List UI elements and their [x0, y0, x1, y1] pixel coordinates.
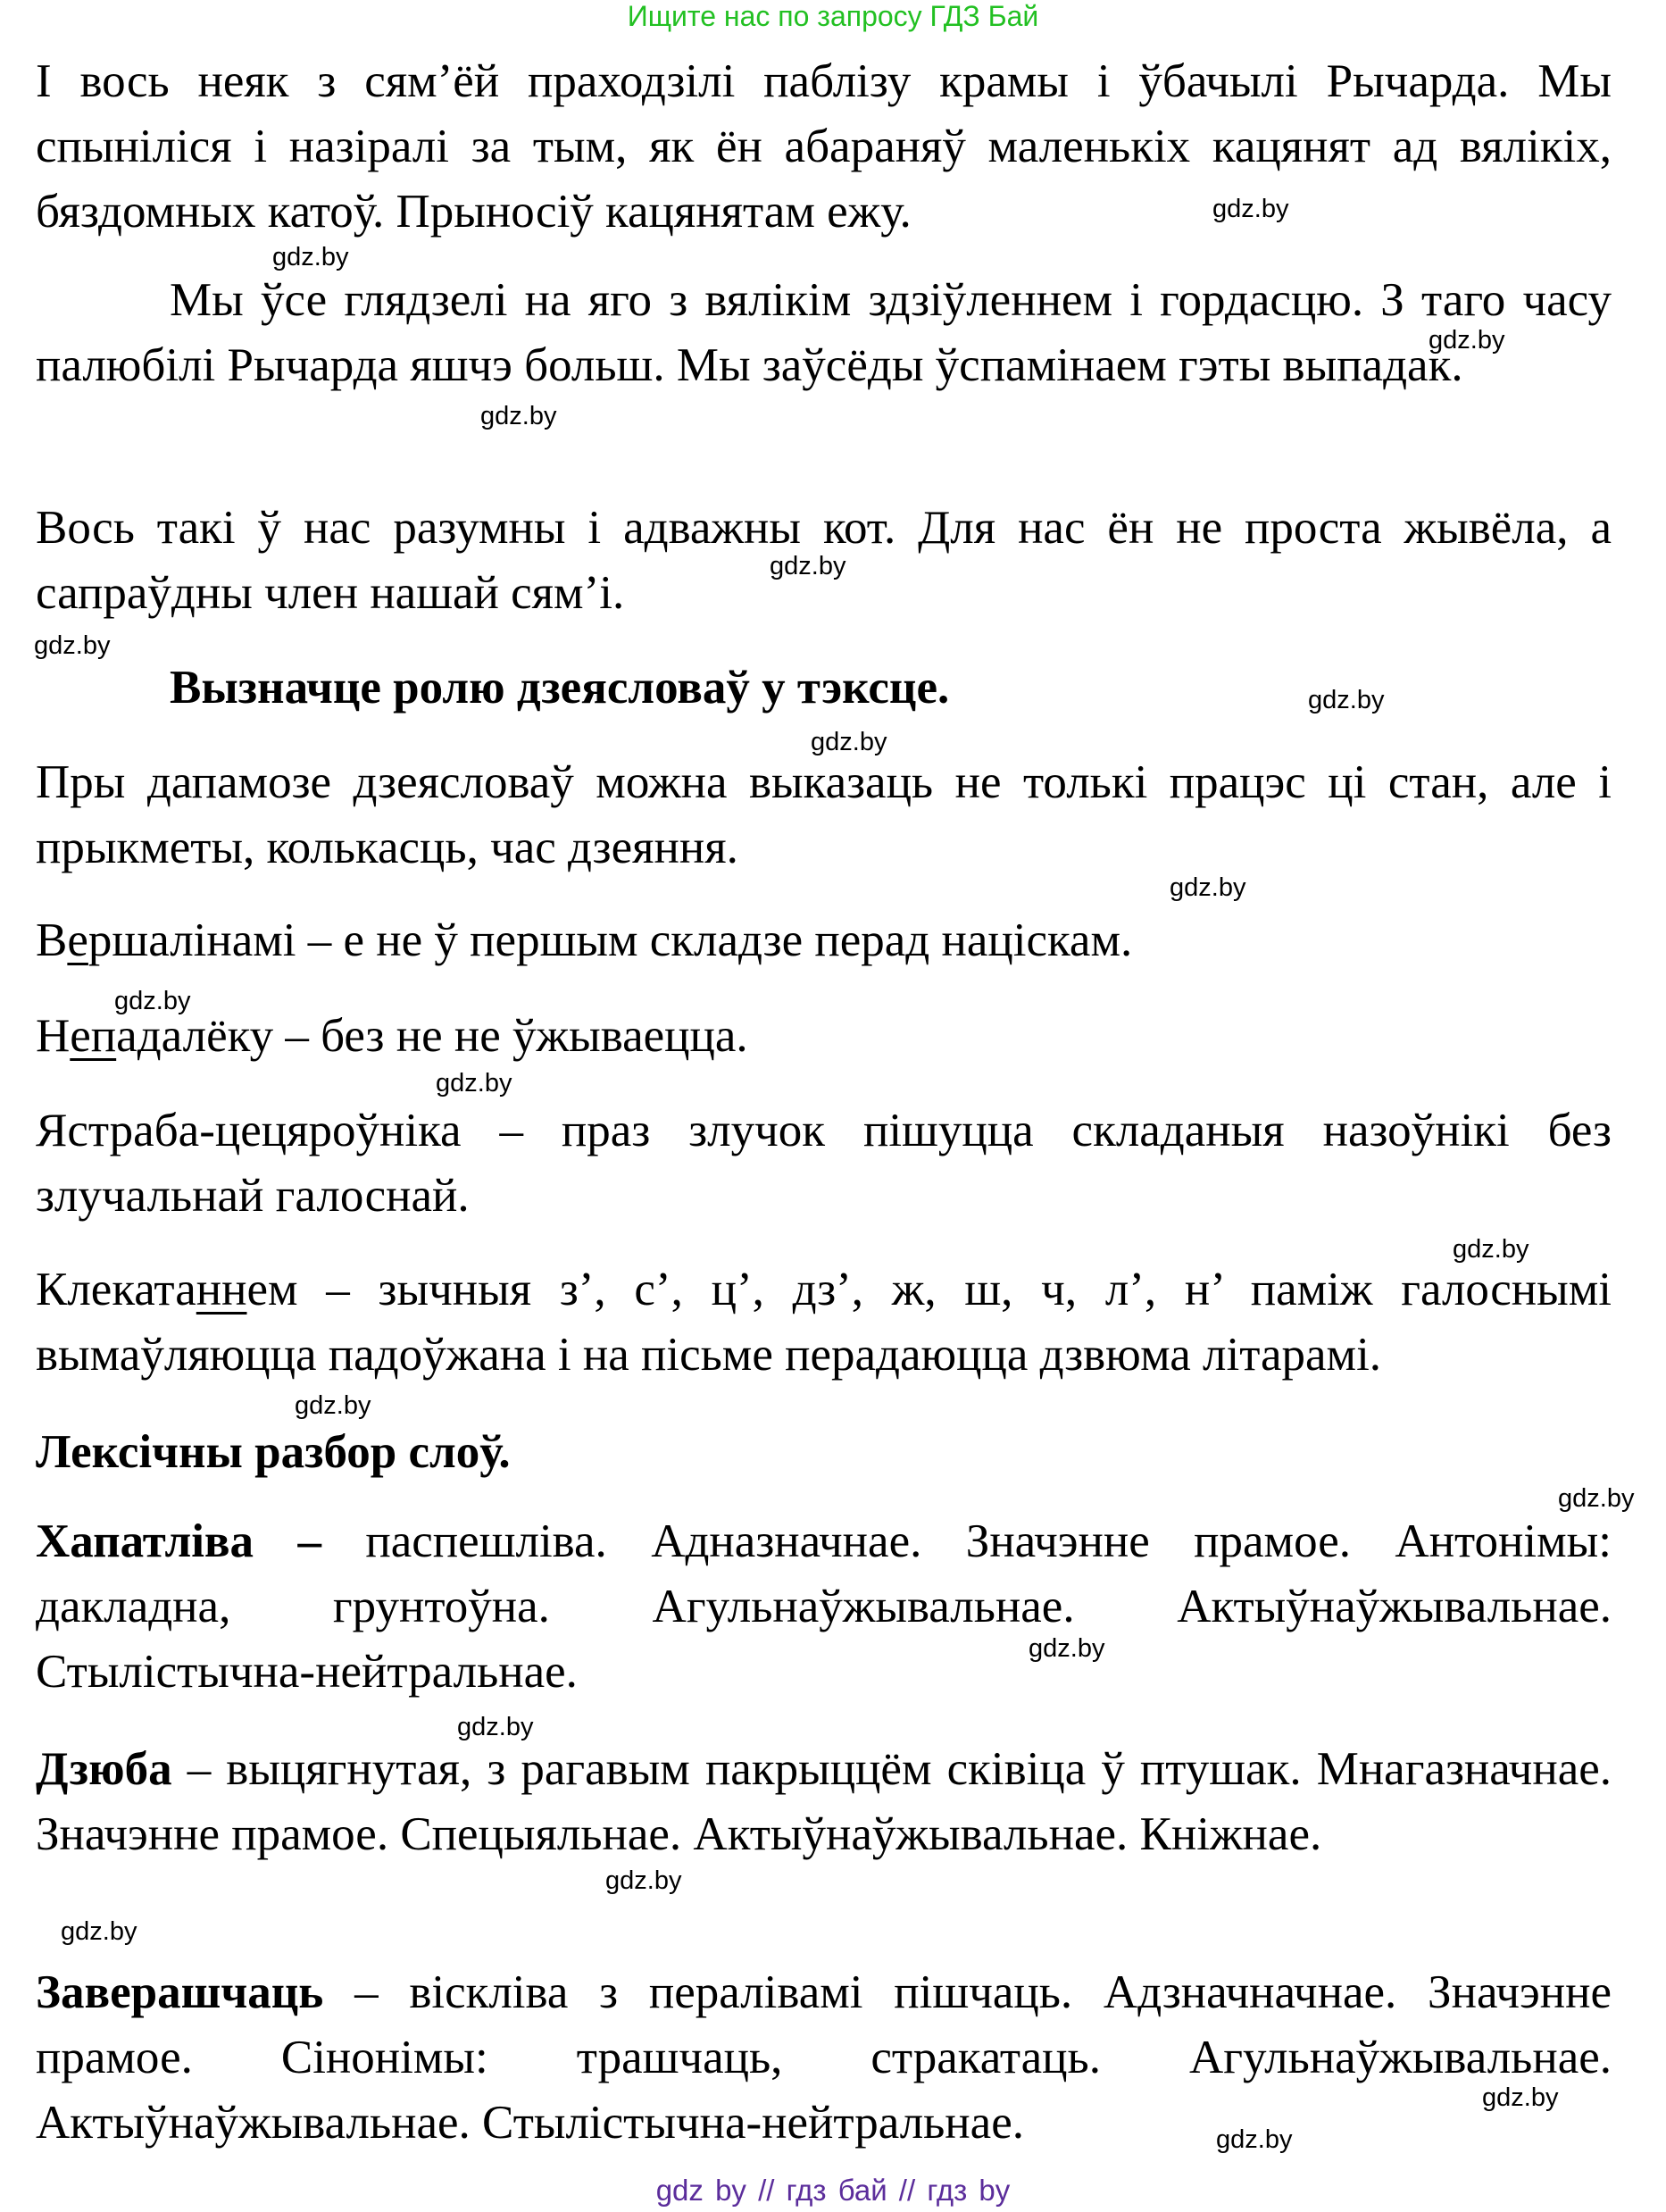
- word-rest: ршалінамі – е не ў першым складзе перад націскам.: [87, 914, 1133, 966]
- watermark: gdz.by: [1029, 1634, 1105, 1663]
- watermark: gdz.by: [114, 987, 191, 1015]
- watermark: gdz.by: [1558, 1484, 1635, 1513]
- word-part: Клеката: [36, 1264, 196, 1315]
- term-definition: – віскліва з пералівамі пішчаць. Адзначначнае. Значэнне прамое. Сінонімы: трашчаць, стракатаць. Агульнаўжывальнае. Актыўнаўжывальнае. Стылістычна-нейтральнае.: [36, 1966, 1612, 2149]
- watermark: gdz.by: [605, 1866, 682, 1895]
- footer-links[interactable]: gdz by // гдз бай // гдз by: [655, 2174, 1011, 2207]
- watermark: gdz.by: [34, 631, 111, 660]
- term-bold: Хапатліва –: [36, 1515, 321, 1567]
- watermark: gdz.by: [436, 1069, 512, 1098]
- paragraph-6: [36, 1004, 1612, 1069]
- paragraph-11: [36, 1960, 1612, 2156]
- watermark: gdz.by: [1308, 686, 1385, 714]
- watermark: gdz.by: [480, 402, 557, 430]
- paragraph-3-text: Вось такі ў нас разумны і адважны кот. Для нас ён не проста жывёла, а сапраўдны член нашай сям’і.: [36, 502, 1612, 619]
- paragraph-4: [36, 750, 1612, 881]
- term-definition: – выцягнутая, з рагавым пакрыццём сківіца ў птушак. Мнагазначнае. Значэнне прамое. Спецыяльнае. Актыўнаўжывальнае. Кніжнае.: [36, 1743, 1612, 1860]
- word-rest: адалёку – без не не ўжываецца.: [116, 1010, 748, 1062]
- underlined-letters: е: [67, 914, 88, 966]
- underlined-letters: еп: [70, 1010, 117, 1062]
- paragraph-2: [36, 268, 1612, 398]
- paragraph-4-text: Пры дапамозе дзеясловаў можна выказаць не толькі працэс ці стан, але і прыкметы, колькасць, час дзеяння.: [36, 756, 1612, 873]
- watermark: gdz.by: [1216, 2125, 1293, 2154]
- watermark: gdz.by: [272, 243, 349, 271]
- paragraph-7-text: Ястраба-цецяроўніка – праз злучок пішуцца складаныя назоўнікі без злучальнай галоснай.: [36, 1105, 1612, 1222]
- paragraph-8: [36, 1257, 1612, 1388]
- word-rest: ем – зычныя з’, с’, ц’, дз’, ж, ш, ч, л’, н’ паміж галоснымі вымаўляюцца падоўжана і на пісьме перадаюцца дзвюма літарамі.: [36, 1264, 1612, 1381]
- term-bold: Дзюба: [36, 1743, 172, 1795]
- word-part: В: [36, 914, 68, 966]
- watermark: gdz.by: [1453, 1235, 1529, 1264]
- watermark: gdz.by: [1212, 195, 1289, 223]
- paragraph-9: [36, 1509, 1612, 1705]
- paragraph-10: [36, 1737, 1612, 1867]
- underlined-letters: нн: [196, 1264, 247, 1315]
- term-bold: Заверашчаць: [36, 1966, 324, 2018]
- term-definition: паспешліва. Адназначнае. Значэнне прамое. Антонімы: дакладна, грунтоўна. Агульнаўжывальнае. Актыўнаўжывальнае. Стылістычна-нейтральнае.: [36, 1515, 1612, 1698]
- paragraph-1: [36, 49, 1612, 245]
- watermark: gdz.by: [1482, 2083, 1559, 2112]
- watermark: gdz.by: [1170, 873, 1246, 902]
- section-heading-lexical: Лексічны разбор слоў.: [36, 1426, 511, 1478]
- paragraph-5: [36, 908, 1612, 973]
- paragraph-2-text: Мы ўсе глядзелі на яго з вялікім здзіўленнем і гордасцю. З таго часу палюбілі Рычарда яшчэ больш. Мы заўсёды ўспамінаем гэты выпадак.: [36, 274, 1612, 391]
- watermark: gdz.by: [811, 728, 887, 756]
- watermark: gdz.by: [770, 552, 846, 580]
- watermark: gdz.by: [61, 1917, 137, 1946]
- section-heading-verbs: Вызначце ролю дзеясловаў у тэксце.: [170, 662, 950, 714]
- watermark: gdz.by: [295, 1391, 371, 1420]
- paragraph-1-text: І вось неяк з сям’ёй праходзілі паблізу крамы і ўбачылі Рычарда. Мы спыніліся і назіралі за тым, як ён абараняў маленькіх кацянят ад вялікіх, бяздомных катоў. Прыносіў кацянятам ежу.: [36, 55, 1612, 238]
- word-part: Н: [36, 1010, 71, 1062]
- site-banner[interactable]: Ищите нас по запросу ГДЗ Бай: [627, 0, 1039, 32]
- watermark: gdz.by: [1429, 326, 1505, 355]
- watermark: gdz.by: [457, 1713, 534, 1741]
- paragraph-7: [36, 1098, 1612, 1229]
